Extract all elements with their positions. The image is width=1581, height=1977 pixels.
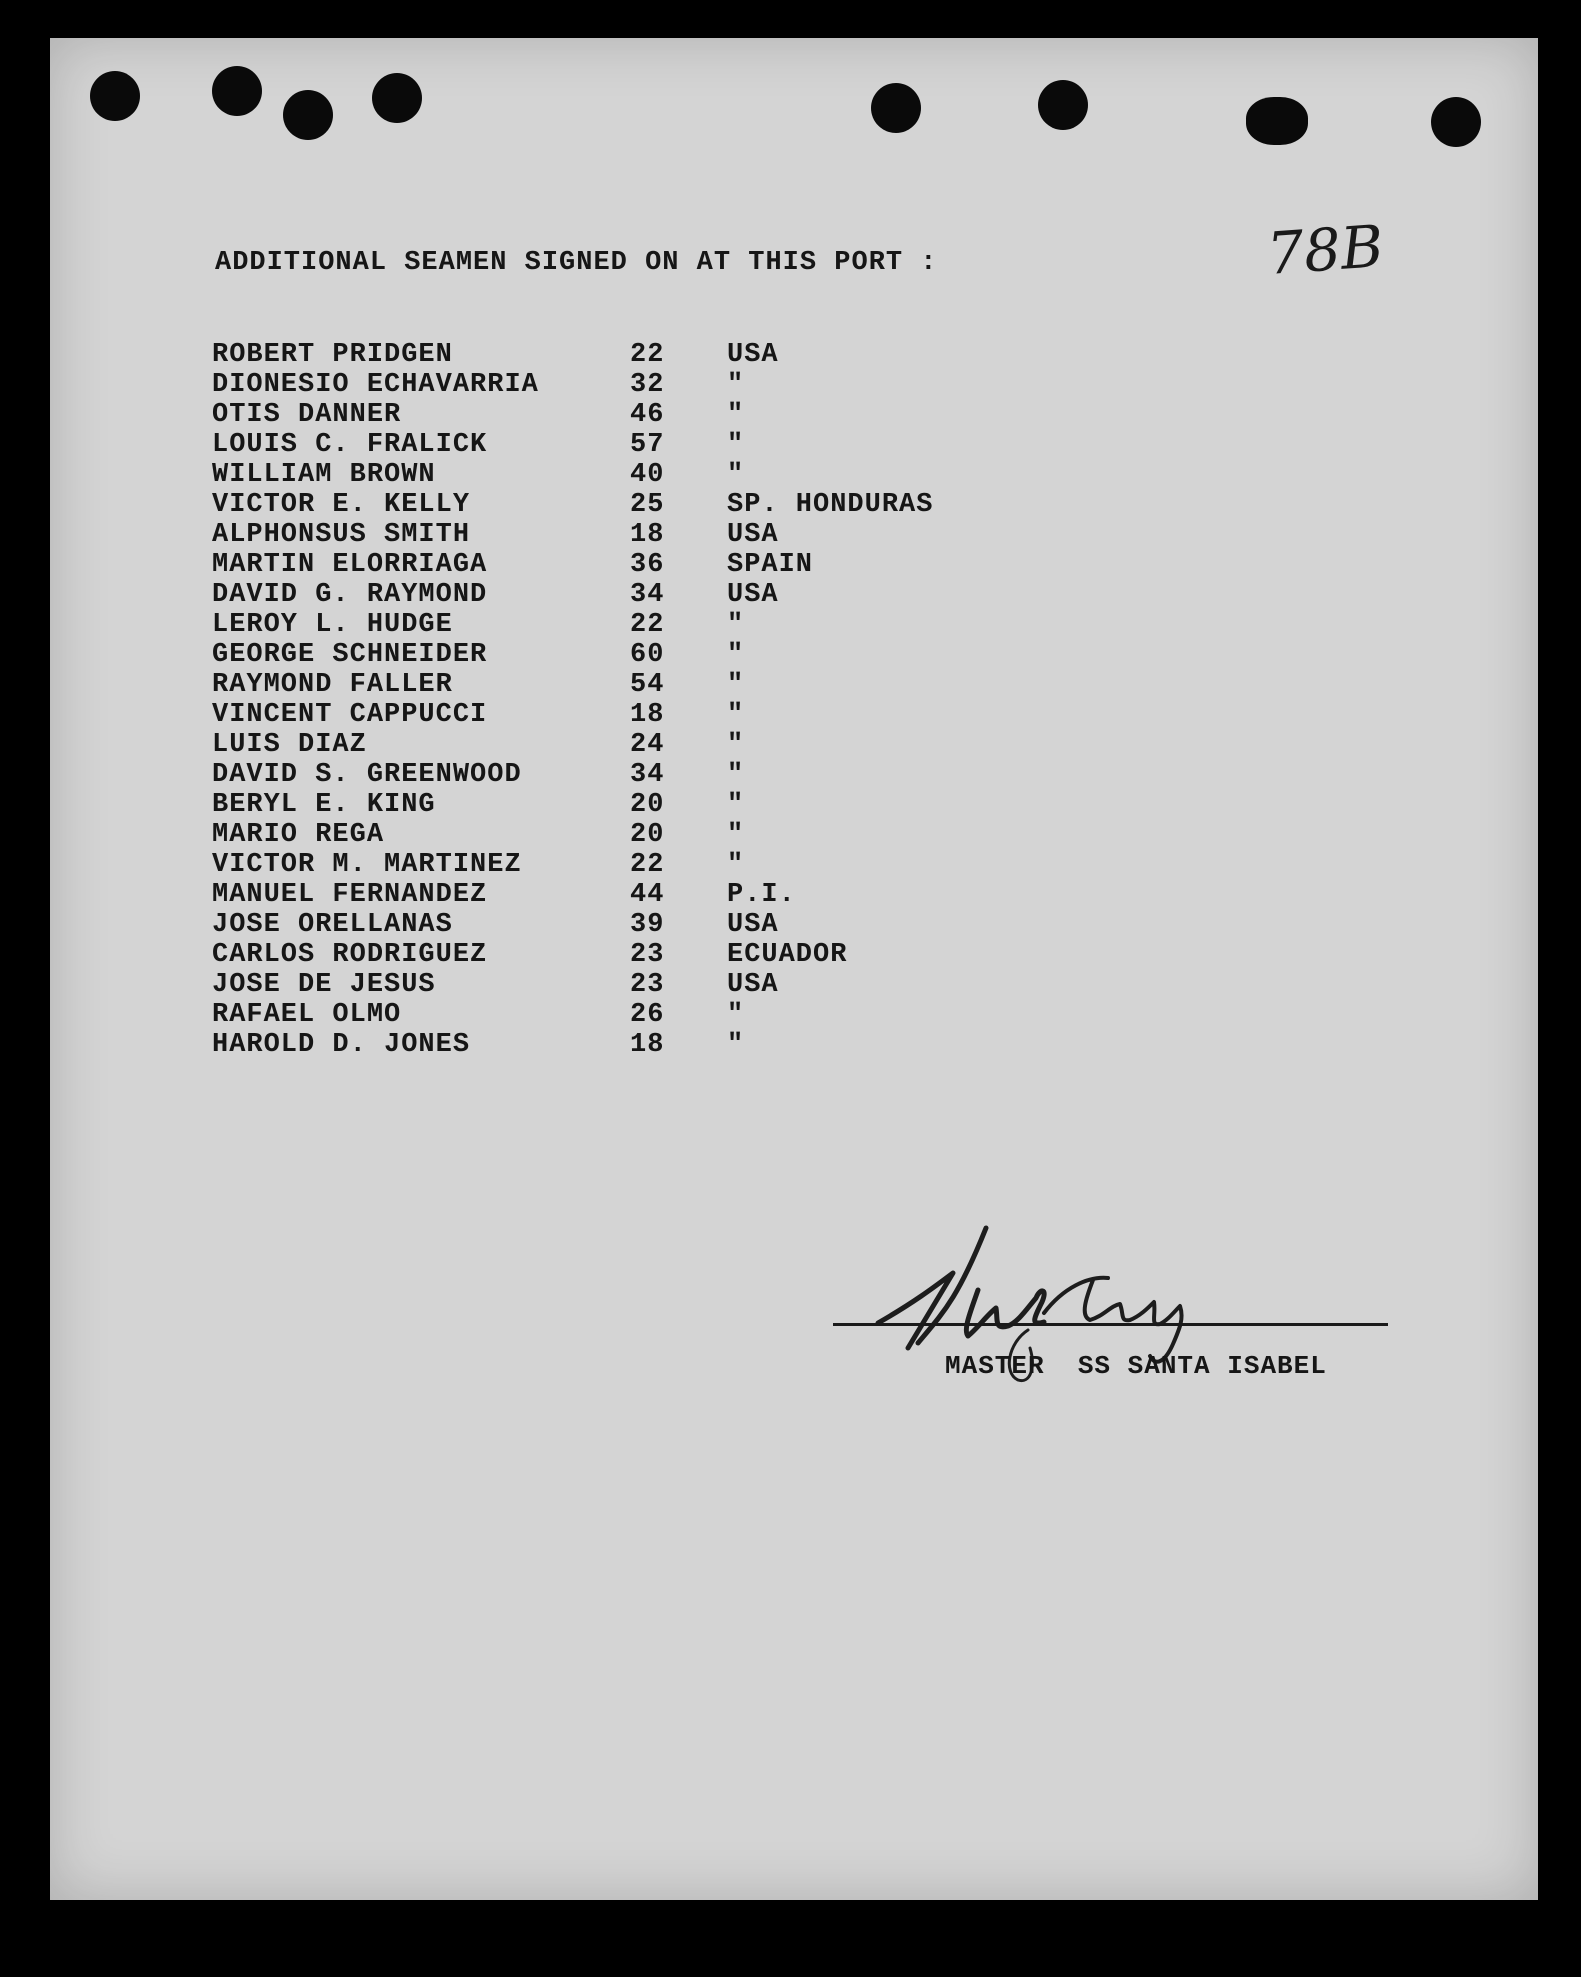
seaman-age: 23	[630, 970, 665, 1000]
seaman-name: VICTOR E. KELLY	[212, 490, 471, 520]
punch-hole	[1431, 97, 1481, 147]
punch-hole	[283, 90, 333, 140]
seaman-name: RAFAEL OLMO	[212, 1000, 402, 1030]
punch-hole	[90, 71, 140, 121]
seaman-age: 54	[630, 670, 665, 700]
seaman-nationality: SP. HONDURAS	[727, 490, 934, 520]
seaman-nationality: "	[727, 430, 745, 460]
roster-row	[212, 670, 1112, 700]
roster-row	[212, 520, 1112, 550]
roster-row	[212, 940, 1112, 970]
seaman-name: VICTOR M. MARTINEZ	[212, 850, 522, 880]
seaman-nationality: "	[727, 850, 745, 880]
roster-row	[212, 970, 1112, 1000]
seaman-name: DAVID S. GREENWOOD	[212, 760, 522, 790]
seaman-name: VINCENT CAPPUCCI	[212, 700, 488, 730]
roster-row	[212, 790, 1112, 820]
seaman-age: 23	[630, 940, 665, 970]
seaman-name: CARLOS RODRIGUEZ	[212, 940, 488, 970]
seaman-name: GEORGE SCHNEIDER	[212, 640, 488, 670]
roster-row	[212, 760, 1112, 790]
seaman-name: OTIS DANNER	[212, 400, 402, 430]
handwritten-page-number: 78B	[1264, 212, 1386, 288]
seaman-nationality: "	[727, 730, 745, 760]
seaman-nationality: USA	[727, 340, 779, 370]
seaman-nationality: "	[727, 1030, 745, 1060]
roster-row	[212, 370, 1112, 400]
seaman-name: JOSE ORELLANAS	[212, 910, 453, 940]
seaman-name: MANUEL FERNANDEZ	[212, 880, 488, 910]
seaman-nationality: "	[727, 400, 745, 430]
roster-row	[212, 490, 1112, 520]
seaman-nationality: USA	[727, 910, 779, 940]
roster-row	[212, 850, 1112, 880]
roster-row	[212, 640, 1112, 670]
seaman-age: 40	[630, 460, 665, 490]
seaman-age: 22	[630, 340, 665, 370]
seaman-age: 60	[630, 640, 665, 670]
seaman-age: 36	[630, 550, 665, 580]
seaman-name: HAROLD D. JONES	[212, 1030, 471, 1060]
seaman-age: 24	[630, 730, 665, 760]
seaman-age: 22	[630, 850, 665, 880]
seaman-name: ALPHONSUS SMITH	[212, 520, 471, 550]
seaman-nationality: "	[727, 670, 745, 700]
punch-hole	[1038, 80, 1088, 130]
seaman-age: 25	[630, 490, 665, 520]
seaman-age: 34	[630, 580, 665, 610]
seaman-name: DIONESIO ECHAVARRIA	[212, 370, 539, 400]
seaman-nationality: "	[727, 760, 745, 790]
roster-row	[212, 400, 1112, 430]
seaman-nationality: ECUADOR	[727, 940, 848, 970]
seaman-name: LEROY L. HUDGE	[212, 610, 453, 640]
seaman-nationality: P.I.	[727, 880, 796, 910]
seaman-name: JOSE DE JESUS	[212, 970, 436, 1000]
roster-row	[212, 580, 1112, 610]
seaman-nationality: SPAIN	[727, 550, 814, 580]
seaman-name: MARTIN ELORRIAGA	[212, 550, 488, 580]
roster-row	[212, 880, 1112, 910]
roster-row	[212, 460, 1112, 490]
seaman-age: 20	[630, 820, 665, 850]
seaman-age: 46	[630, 400, 665, 430]
seaman-name: LOUIS C. FRALICK	[212, 430, 488, 460]
seaman-age: 57	[630, 430, 665, 460]
seaman-nationality: "	[727, 820, 745, 850]
roster-row	[212, 550, 1112, 580]
signature-title: MASTER SS SANTA ISABEL	[945, 1351, 1327, 1381]
seaman-nationality: "	[727, 610, 745, 640]
seaman-age: 18	[630, 1030, 665, 1060]
document-heading: ADDITIONAL SEAMEN SIGNED ON AT THIS PORT :	[215, 248, 938, 278]
seaman-name: MARIO REGA	[212, 820, 385, 850]
seaman-name: BERYL E. KING	[212, 790, 436, 820]
punch-hole	[372, 73, 422, 123]
seaman-name: ROBERT PRIDGEN	[212, 340, 453, 370]
seaman-name: RAYMOND FALLER	[212, 670, 453, 700]
seaman-age: 18	[630, 520, 665, 550]
seaman-nationality: "	[727, 700, 745, 730]
roster-row	[212, 340, 1112, 370]
roster-row	[212, 1030, 1112, 1060]
roster-row	[212, 730, 1112, 760]
document-page	[50, 38, 1538, 1900]
seaman-name: DAVID G. RAYMOND	[212, 580, 488, 610]
punch-hole	[871, 83, 921, 133]
seamen-roster	[212, 340, 1112, 1060]
seaman-age: 44	[630, 880, 665, 910]
roster-row	[212, 1000, 1112, 1030]
roster-row	[212, 430, 1112, 460]
seaman-age: 39	[630, 910, 665, 940]
seaman-age: 20	[630, 790, 665, 820]
seaman-age: 18	[630, 700, 665, 730]
seaman-nationality: USA	[727, 580, 779, 610]
roster-row	[212, 910, 1112, 940]
punch-hole	[212, 66, 262, 116]
seaman-nationality: "	[727, 640, 745, 670]
roster-row	[212, 610, 1112, 640]
seaman-nationality: USA	[727, 520, 779, 550]
seaman-age: 26	[630, 1000, 665, 1030]
seaman-name: WILLIAM BROWN	[212, 460, 436, 490]
seaman-nationality: USA	[727, 970, 779, 1000]
seaman-age: 34	[630, 760, 665, 790]
seaman-age: 32	[630, 370, 665, 400]
seaman-nationality: "	[727, 1000, 745, 1030]
roster-row	[212, 700, 1112, 730]
seaman-nationality: "	[727, 370, 745, 400]
seaman-nationality: "	[727, 460, 745, 490]
signature-line	[833, 1323, 1388, 1326]
roster-row	[212, 820, 1112, 850]
seaman-age: 22	[630, 610, 665, 640]
punch-hole	[1246, 97, 1308, 145]
seaman-nationality: "	[727, 790, 745, 820]
seaman-name: LUIS DIAZ	[212, 730, 367, 760]
